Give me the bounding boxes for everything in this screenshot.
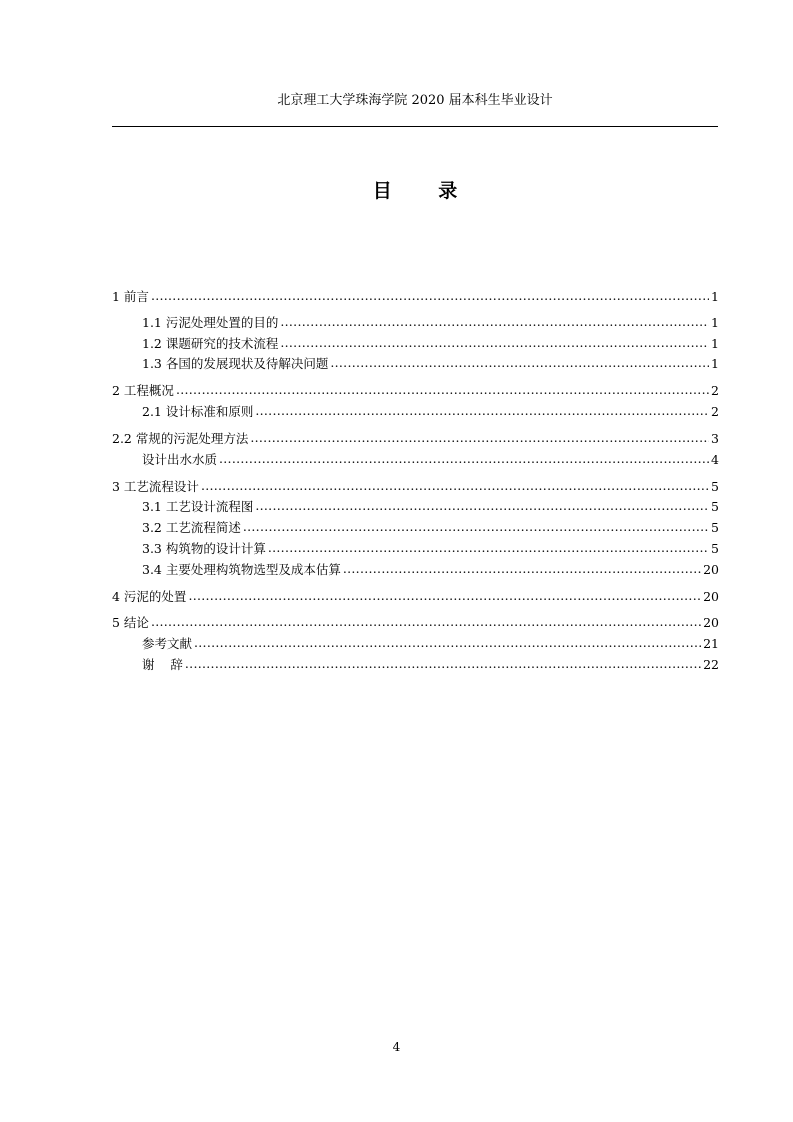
toc-leader-dots xyxy=(330,355,709,371)
toc-entry[interactable] xyxy=(142,356,719,372)
toc-entry-page: 1 xyxy=(711,336,719,351)
toc-entry[interactable] xyxy=(112,431,719,447)
toc-leader-dots xyxy=(185,656,701,672)
toc-entry-label: 2 工程概况 xyxy=(112,383,174,398)
toc-entry[interactable] xyxy=(142,499,719,515)
toc-entry[interactable] xyxy=(112,289,719,305)
toc-leader-dots xyxy=(250,430,709,446)
toc-leader-dots xyxy=(255,403,709,419)
toc-entry-label: 3.1 工艺设计流程图 xyxy=(142,499,254,514)
toc-entry-label: 设计出水水质 xyxy=(142,452,218,467)
toc-entry[interactable] xyxy=(112,479,719,495)
toc-entry-page: 20 xyxy=(703,589,719,604)
toc-entry-page: 20 xyxy=(703,615,719,630)
toc-entry-page: 2 xyxy=(711,383,719,398)
toc-leader-dots xyxy=(151,614,701,630)
toc-entry-label: 3.4 主要处理构筑物选型及成本估算 xyxy=(142,562,341,577)
toc-entry[interactable] xyxy=(112,615,719,631)
toc-leader-dots xyxy=(280,314,709,330)
toc-leader-dots xyxy=(194,635,701,651)
toc-leader-dots xyxy=(280,335,709,351)
toc-entry-label: 参考文献 xyxy=(142,636,193,651)
toc-entry-page: 5 xyxy=(711,499,719,514)
toc-leader-dots xyxy=(188,588,701,604)
toc-leader-dots xyxy=(255,498,709,514)
toc-list xyxy=(112,0,719,1122)
toc-leader-dots xyxy=(151,288,709,304)
toc-entry-page: 5 xyxy=(711,541,719,556)
toc-leader-dots xyxy=(176,382,709,398)
toc-entry-page: 5 xyxy=(711,479,719,494)
toc-entry-page: 1 xyxy=(711,289,719,304)
toc-entry-page: 2 xyxy=(711,404,719,419)
toc-entry[interactable] xyxy=(142,520,719,536)
toc-entry-page: 22 xyxy=(703,657,719,672)
page-header-title: 北京理工大学珠海学院 2020 届本科生毕业设计 xyxy=(277,93,553,108)
toc-entry-label: 2.1 设计标准和原则 xyxy=(142,404,254,419)
toc-entry[interactable] xyxy=(112,383,719,399)
toc-entry[interactable] xyxy=(142,657,719,673)
toc-entry-label: 1.1 污泥处理处置的目的 xyxy=(142,315,279,330)
toc-entry-label: 1.3 各国的发展现状及待解决问题 xyxy=(142,356,329,371)
toc-entry-label: 1.2 课题研究的技术流程 xyxy=(142,336,279,351)
toc-entry-label: 谢 辞 xyxy=(142,657,183,672)
toc-entry[interactable] xyxy=(142,636,719,652)
toc-entry-page: 1 xyxy=(711,356,719,371)
toc-entry-page: 3 xyxy=(711,431,719,446)
toc-leader-dots xyxy=(201,478,709,494)
toc-entry-page: 4 xyxy=(711,452,719,467)
toc-leader-dots xyxy=(243,519,709,535)
toc-leader-dots xyxy=(343,561,701,577)
toc-leader-dots xyxy=(268,540,709,556)
toc-entry-label: 2.2 常规的污泥处理方法 xyxy=(112,431,249,446)
toc-entry-page: 5 xyxy=(711,520,719,535)
toc-entry[interactable] xyxy=(142,315,719,331)
toc-entry-label: 3.3 构筑物的设计计算 xyxy=(142,541,266,556)
page-number: 4 xyxy=(392,1040,401,1054)
toc-entry-page: 1 xyxy=(711,315,719,330)
toc-entry[interactable] xyxy=(142,541,719,557)
toc-entry-label: 5 结论 xyxy=(112,615,149,630)
toc-entry-label: 1 前言 xyxy=(112,289,149,304)
toc-title: 目 录 xyxy=(372,180,478,202)
toc-entry[interactable] xyxy=(112,589,719,605)
toc-entry-label: 4 污泥的处置 xyxy=(112,589,187,604)
toc-entry-page: 20 xyxy=(703,562,719,577)
toc-entry-page: 21 xyxy=(703,636,719,651)
toc-leader-dots xyxy=(219,451,709,467)
toc-entry-label: 3.2 工艺流程简述 xyxy=(142,520,241,535)
toc-entry[interactable] xyxy=(142,562,719,578)
toc-entry-label: 3 工艺流程设计 xyxy=(112,479,199,494)
toc-entry[interactable] xyxy=(142,404,719,420)
toc-entry[interactable] xyxy=(142,336,719,352)
toc-entry[interactable] xyxy=(142,452,719,468)
